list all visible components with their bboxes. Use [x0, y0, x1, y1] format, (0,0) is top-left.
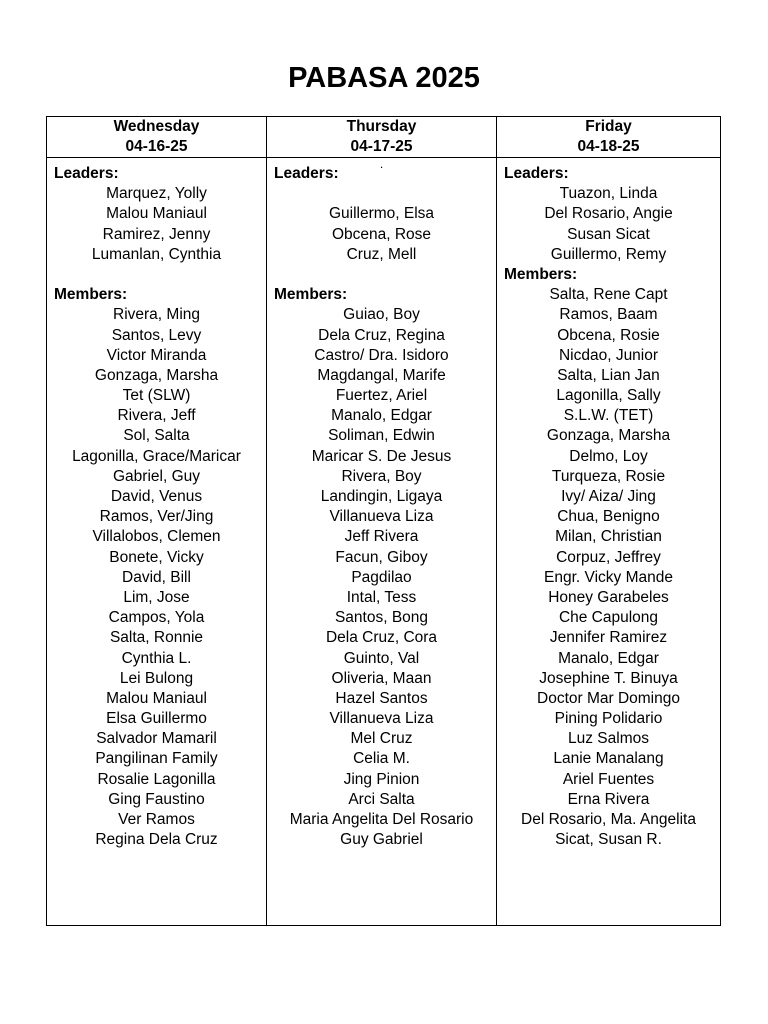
member-name: Guinto, Val: [343, 649, 420, 667]
member-name: Rivera, Boy: [341, 467, 422, 485]
member-name: Salvador Mamaril: [96, 730, 217, 748]
member-name: Luz Salmos: [568, 730, 649, 748]
leaders-heading: Leaders:: [54, 165, 119, 182]
member-name: Maria Angelita Del Rosario: [289, 811, 474, 828]
leader-name: Malou Maniaul: [106, 205, 207, 223]
member-name: Bonete, Vicky: [109, 548, 204, 566]
column-body-wednesday: [47, 158, 267, 925]
member-name: Jennifer Ramirez: [549, 629, 668, 647]
column-header-friday: [497, 117, 720, 158]
member-name: Doctor Mar Domingo: [537, 689, 680, 707]
member-name: Gonzaga, Marsha: [94, 366, 219, 384]
leader-name: Guillermo, Remy: [550, 245, 667, 263]
member-name: Honey Garabeles: [548, 588, 669, 606]
member-name: Lanie Manalang: [553, 750, 664, 768]
leader-name: Tuazon, Linda: [559, 185, 658, 203]
column-body-thursday: [267, 158, 497, 925]
member-name: Magdangal, Marife: [317, 366, 446, 384]
member-name: Josephine T. Binuya: [539, 669, 678, 687]
member-name: Villanueva Liza: [329, 710, 434, 728]
member-name: Lei Bulong: [119, 669, 194, 687]
member-name: Malou Maniaul: [106, 689, 207, 707]
leader-name: Marquez, Yolly: [106, 185, 207, 203]
member-name: Castro/ Dra. Isidoro: [314, 346, 449, 364]
member-name: Jing Pinion: [343, 770, 420, 788]
leader-name: Lumanlan, Cynthia: [91, 245, 222, 263]
member-name: Guy Gabriel: [340, 831, 423, 849]
member-name: Dela Cruz, Cora: [325, 629, 438, 647]
member-name: Ging Faustino: [108, 790, 205, 808]
member-name: Fuertez, Ariel: [335, 387, 428, 405]
date-label: 04-16-25: [125, 138, 188, 155]
member-name: Sol, Salta: [123, 427, 190, 445]
column-body-friday: [497, 158, 720, 925]
member-name: Gabriel, Guy: [112, 467, 200, 485]
member-name: Elsa Guillermo: [106, 710, 207, 728]
member-name: Che Capulong: [558, 609, 659, 627]
member-name: Gonzaga, Marsha: [546, 427, 671, 445]
leader-name: Cruz, Mell: [346, 245, 417, 263]
member-name: Rosalie Lagonilla: [97, 770, 216, 788]
leader-name: Ramirez, Jenny: [102, 225, 211, 243]
member-name: Jeff Rivera: [344, 528, 419, 546]
members-heading: Members:: [54, 286, 128, 304]
member-name: Oliveria, Maan: [331, 669, 432, 687]
member-name: Delmo, Loy: [569, 447, 648, 465]
member-name: Tet (SLW): [122, 387, 191, 405]
leader-name: Guillermo, Elsa: [328, 205, 435, 223]
member-name: David, Bill: [122, 568, 191, 586]
member-name: Pangilinan Family: [95, 750, 218, 768]
schedule-table: [46, 116, 721, 926]
member-name: Obcena, Rosie: [557, 326, 660, 344]
page-title: PABASA 2025: [288, 62, 480, 94]
member-name: Nicdao, Junior: [558, 346, 659, 364]
member-name: Corpuz, Jeffrey: [556, 548, 661, 566]
day-label: Friday: [585, 118, 632, 135]
members-heading: Members:: [504, 265, 578, 283]
member-name: Ivy/ Aiza/ Jing: [561, 488, 656, 505]
member-name: Lagonilla, Sally: [556, 387, 661, 405]
member-name: Rivera, Ming: [113, 306, 200, 324]
member-name: Lim, Jose: [123, 588, 190, 606]
member-name: Manalo, Edgar: [558, 649, 659, 667]
member-name: Celia M.: [353, 750, 410, 768]
member-name: Engr. Vicky Mande: [544, 568, 673, 586]
member-name: Sicat, Susan R.: [555, 831, 662, 849]
column-header-wednesday: [47, 117, 267, 158]
member-name: Regina Dela Cruz: [95, 831, 218, 849]
member-name: Arci Salta: [348, 790, 415, 808]
leaders-heading: Leaders:: [504, 165, 569, 182]
member-name: Pining Polidario: [554, 710, 663, 728]
member-name: Ver Ramos: [118, 811, 195, 828]
member-name: David, Venus: [110, 488, 203, 505]
member-name: Chua, Benigno: [557, 508, 660, 526]
column-header-thursday: [267, 117, 497, 158]
member-name: S.L.W. (TET): [563, 407, 654, 425]
member-name: Intal, Tess: [346, 588, 417, 606]
member-name: Erna Rivera: [567, 790, 650, 808]
member-name: Soliman, Edwin: [328, 427, 435, 445]
member-name: Pagdilao: [351, 568, 412, 586]
member-name: Victor Miranda: [106, 346, 207, 364]
member-name: Maricar S. De Jesus: [311, 447, 452, 465]
member-name: Guiao, Boy: [343, 306, 420, 324]
member-name: Villalobos, Clemen: [92, 528, 221, 546]
member-name: Dela Cruz, Regina: [318, 326, 445, 344]
member-name: Turqueza, Rosie: [551, 467, 666, 485]
leader-name: Obcena, Rose: [331, 225, 432, 243]
member-name: Ramos, Ver/Jing: [99, 508, 214, 526]
member-name: Lagonilla, Grace/Maricar: [72, 447, 241, 465]
member-name: Campos, Yola: [108, 609, 205, 627]
member-name: Mel Cruz: [350, 730, 413, 748]
leaders-heading: Leaders:: [274, 165, 339, 182]
leader-name: Susan Sicat: [567, 225, 650, 243]
member-name: Salta, Ronnie: [109, 629, 204, 647]
members-heading: Members:: [274, 286, 348, 304]
day-label: Wednesday: [113, 118, 200, 135]
member-name: Landingin, Ligaya: [320, 488, 443, 505]
member-name: Salta, Lian Jan: [557, 366, 660, 384]
member-name: Salta, Rene Capt: [549, 286, 668, 304]
member-name: Milan, Christian: [555, 528, 662, 546]
column-marker: .: [379, 157, 384, 171]
member-name: Ramos, Baam: [559, 306, 658, 324]
member-name: Rivera, Jeff: [117, 407, 196, 425]
member-name: Manalo, Edgar: [331, 407, 432, 425]
member-name: Villanueva Liza: [329, 508, 434, 526]
member-name: Ariel Fuentes: [562, 770, 655, 788]
leader-name: Del Rosario, Angie: [544, 205, 673, 223]
member-name: Facun, Giboy: [335, 548, 428, 566]
date-label: 04-18-25: [577, 138, 640, 155]
member-name: Santos, Levy: [111, 326, 202, 344]
date-label: 04-17-25: [350, 138, 413, 155]
member-name: Cynthia L.: [121, 649, 192, 667]
member-name: Santos, Bong: [334, 609, 429, 627]
member-name: Hazel Santos: [335, 689, 428, 707]
day-label: Thursday: [346, 118, 417, 135]
member-name: Del Rosario, Ma. Angelita: [521, 811, 696, 828]
